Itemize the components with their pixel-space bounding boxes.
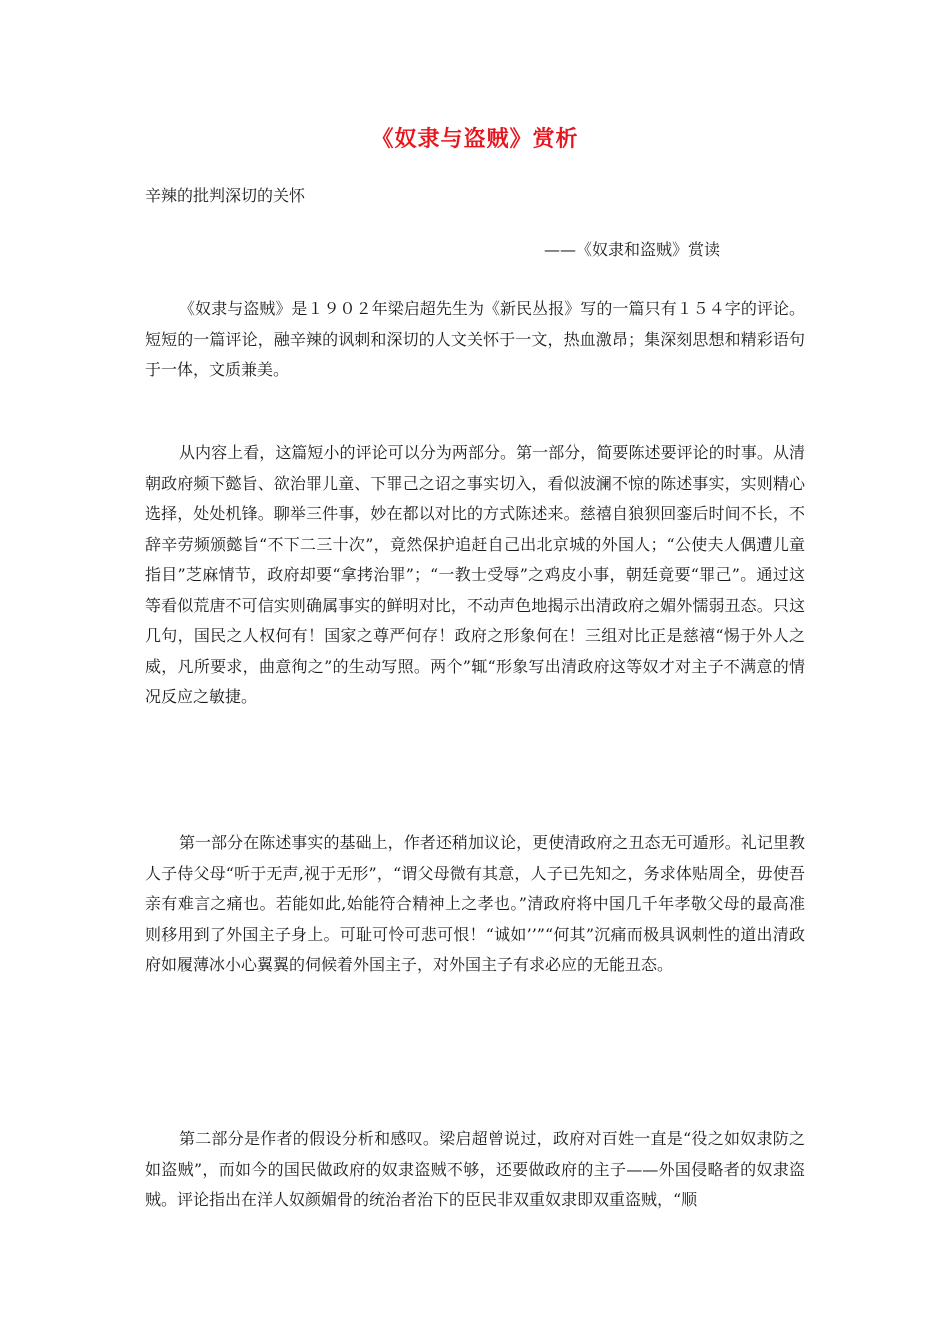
- paragraph-intro: 《奴隶与盗贼》是１９０２年梁启超先生为《新民丛报》写的一篇只有１５４字的评论。短短的一篇评论，融辛辣的讽刺和深切的人文关怀于一文，热血激昂；集深刻思想和精彩语句于一体，文质兼美。: [145, 299, 805, 379]
- paragraph-first-part-commentary: 第一部分在陈述事实的基础上，作者还稍加议论，更使清政府之丑态无可遁形。礼记里教人子侍父母“听于无声,视于无形”，“谓父母微有其意，人子已先知之，务求体贴周全，毋使吾亲有难言之痛也。若能如此,始能符合精神上之孝也。”清政府将中国几千年孝敬父母的最高准则移用到了外国主子身上。可耻可怜可悲可恨！“诚如’’”“何其”沉痛而极具讽刺性的道出清政府如履薄冰小心翼翼的伺候着外国主子，对外国主子有求必应的无能丑态。: [145, 833, 805, 974]
- paragraph-content-analysis: 从内容上看，这篇短小的评论可以分为两部分。第一部分，简要陈述要评论的时事。从清朝政府频下懿旨、欲治罪儿童、下罪己之诏之事实切入，看似波澜不惊的陈述事实，实则精心选择，处处机锋。聊举三件事，妙在都以对比的方式陈述来。慈禧自狼狈回銮后时间不长，不辞辛劳频颁懿旨“不下二三十次”，竟然保护追赶自己出北京城的外国人；“公使夫人偶遭儿童指目”芝麻情节，政府却要“拿拷治罪”；“一教士受辱”之鸡皮小事，朝廷竟要“罪己”。通过这等看似荒唐不可信实则确属事实的鲜明对比，不动声色地揭示出清政府之媚外懦弱丑态。只这几句，国民之人权何有！国家之尊严何存！政府之形象何在！三组对比正是慈禧“惕于外人之威，凡所要求，曲意徇之”的生动写照。两个”辄“形象写出清政府这等奴才对主子不满意的情况反应之敏捷。: [145, 443, 805, 706]
- document-byline: ——《奴隶和盗贼》赏读: [543, 240, 720, 259]
- document-subtitle: 辛辣的批判深切的关怀: [145, 186, 306, 205]
- paragraph-second-part: 第二部分是作者的假设分析和感叹。梁启超曾说过，政府对百姓一直是“役之如奴隶防之如盗贼”，而如今的国民做政府的奴隶盗贼不够，还要做政府的主子——外国侵略者的奴隶盗贼。评论指出在洋人奴颜媚骨的统治者治下的臣民非双重奴隶即双重盗贼，“顺: [145, 1129, 805, 1209]
- document-title: 《奴隶与盗贼》赏析: [371, 126, 579, 152]
